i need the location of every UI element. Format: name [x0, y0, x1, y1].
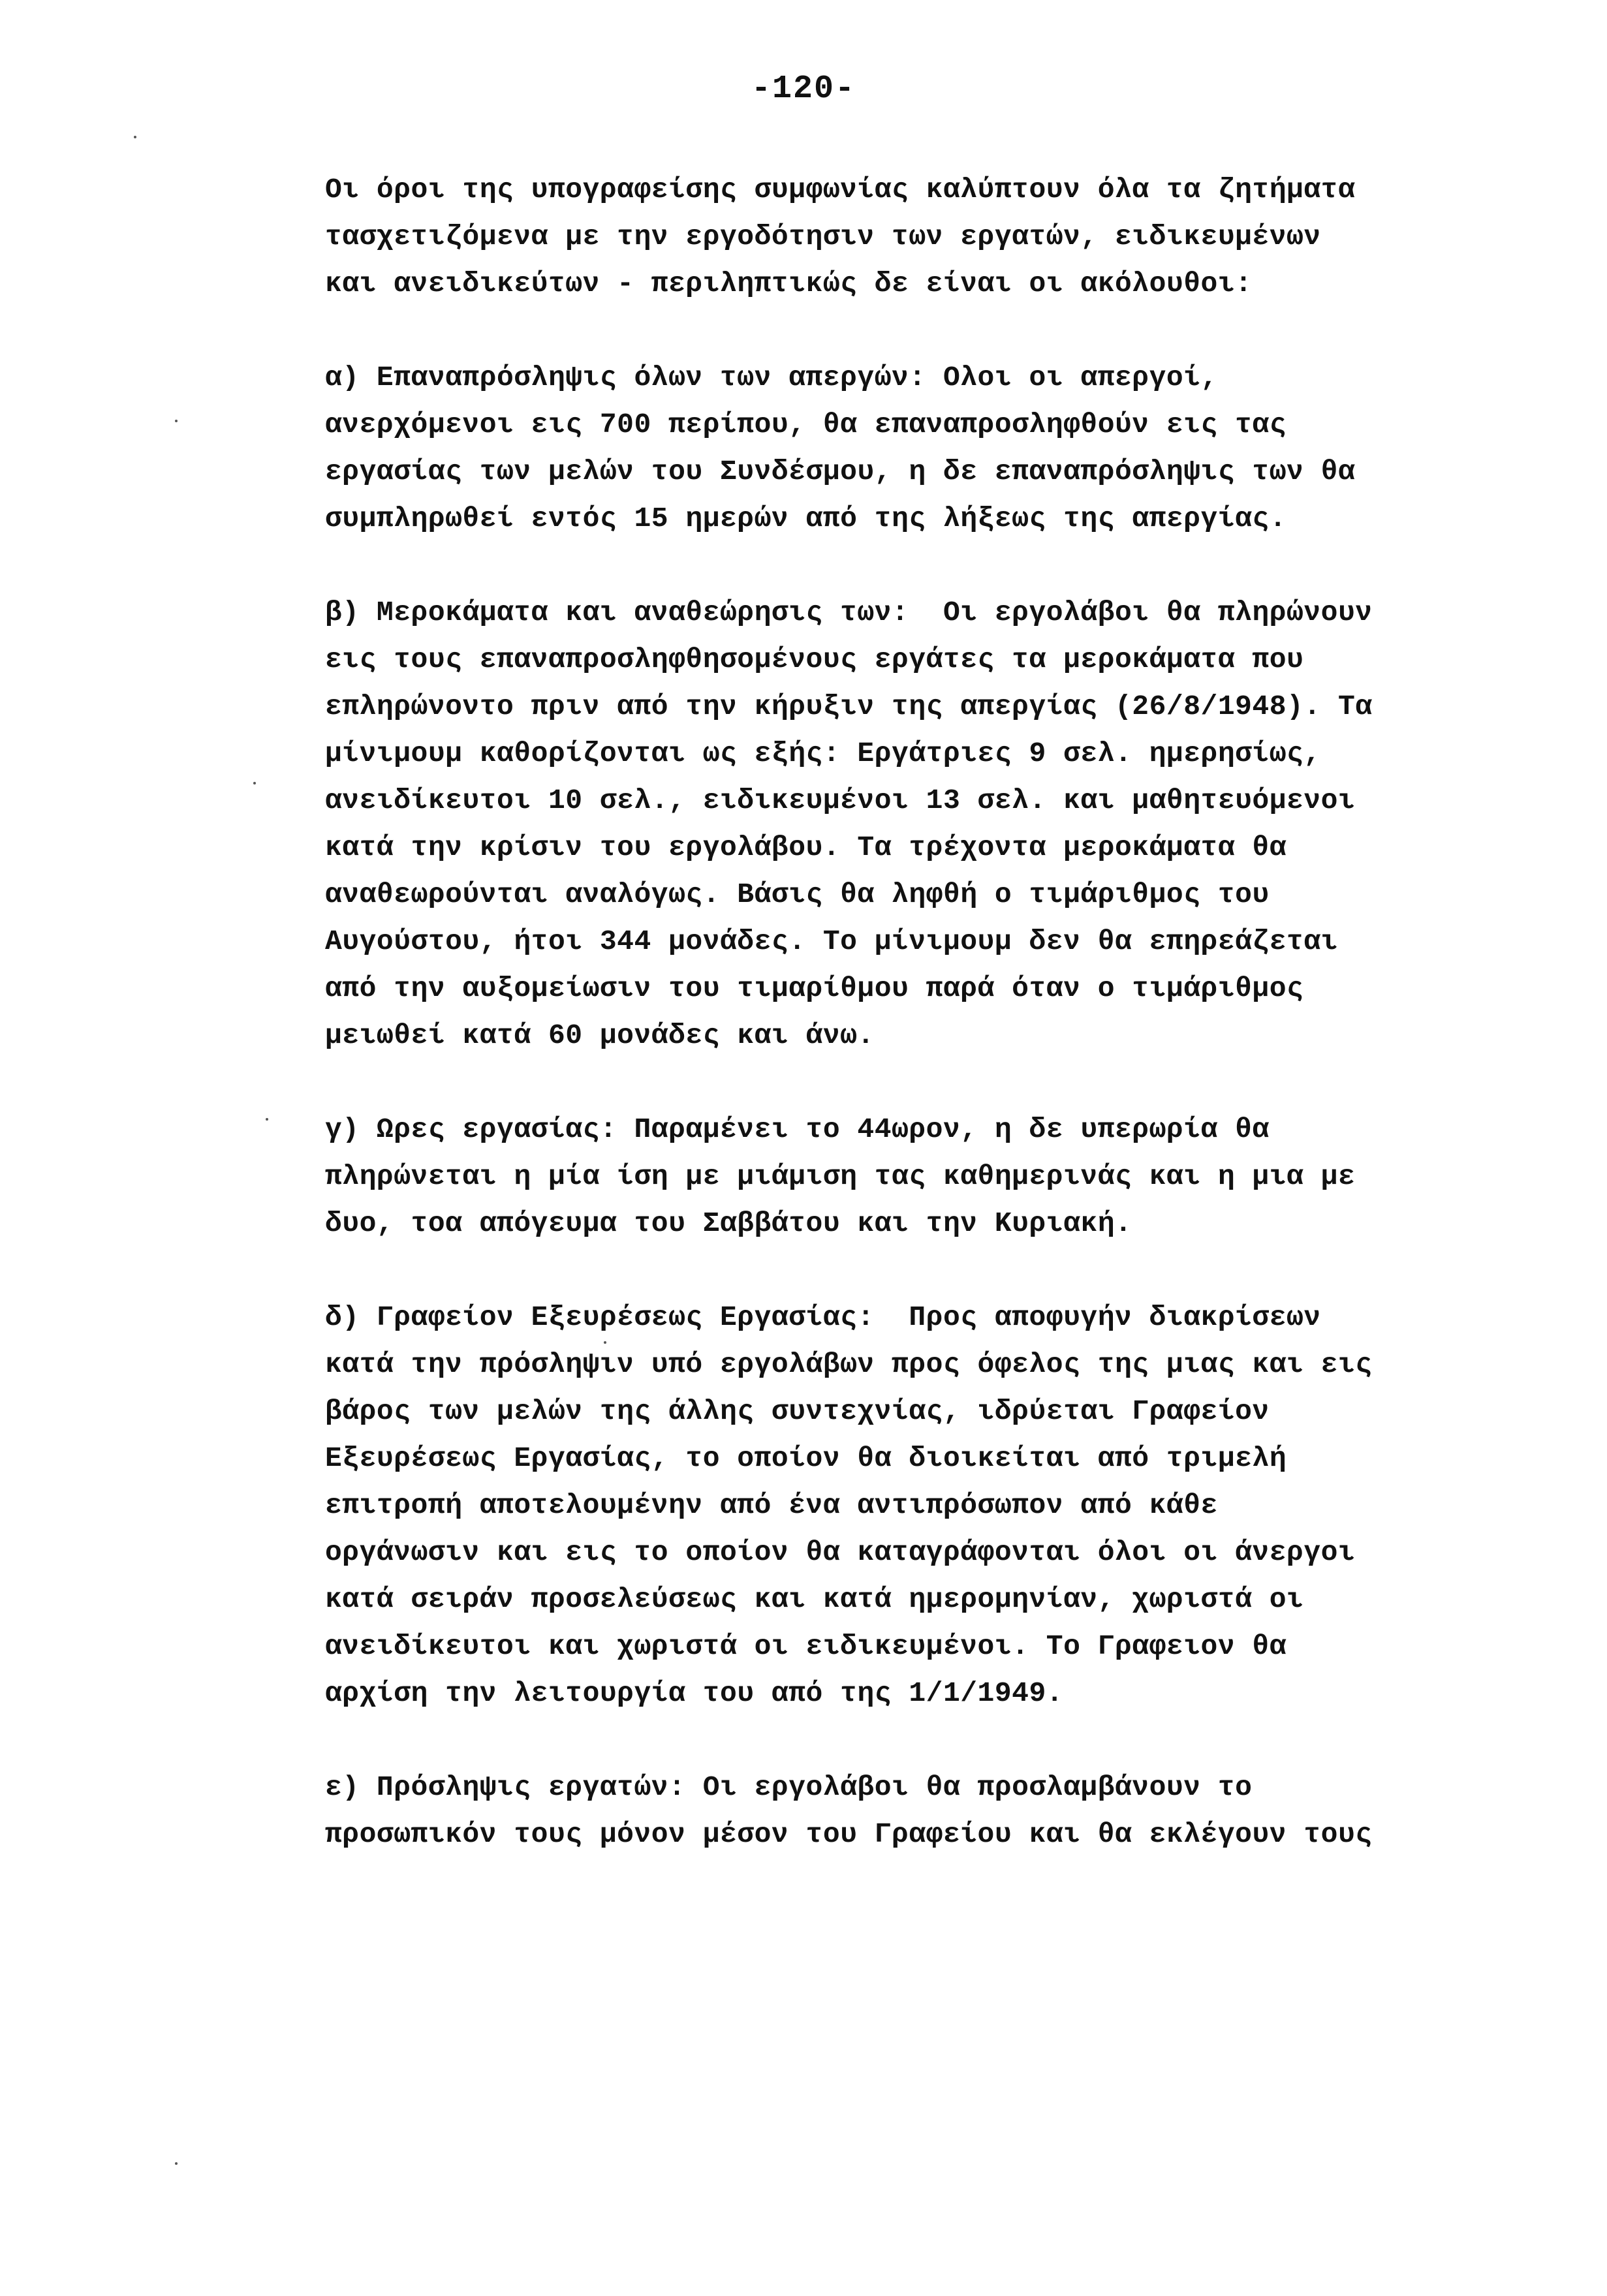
text-line: και ανειδικεύτων - περιληπτικώς δε είναι οι ακόλουθοι: [325, 268, 1253, 300]
text-line: Εξευρέσεως Εργασίας, το οποίον θα διοικείται από τριμελή [325, 1442, 1287, 1474]
text-line: τασχετιζόμενα με την εργοδότησιν των εργατών, ειδικευμένων [325, 221, 1321, 253]
paragraph-intro [325, 166, 1356, 307]
paragraph-e [325, 1764, 1373, 1858]
text-line: β) Μεροκάματα και αναθεώρησις των: Οι εργολάβοι θα πληρώνουν [325, 597, 1373, 628]
text-line: επληρώνοντο πριν από την κήρυξιν της απεργίας (26/8/1948). Τα [325, 690, 1373, 722]
text-line: ε) Πρόσληψις εργατών: Οι εργολάβοι θα προσλαμβάνουν το [325, 1771, 1253, 1803]
text-line: Αυγούστου, ήτοι 344 μονάδες. Το μίνιμουμ δεν θα επηρεάζεται [325, 925, 1338, 957]
text-line: μειωθεί κατά 60 μονάδες και άνω. [325, 1019, 875, 1051]
paragraph-c [325, 1106, 1356, 1247]
text-line: πληρώνεται η μία ίση με μιάμιση τας καθημερινάς και η μια με [325, 1160, 1356, 1192]
scan-speck [175, 2162, 178, 2165]
text-line: προσωπικόν τους μόνον μέσον του Γραφείου και θα εκλέγουν τους [325, 1818, 1373, 1850]
text-line: γ) Ωρες εργασίας: Παραμένει το 44ωρον, η δε υπερωρία θα [325, 1113, 1270, 1145]
scan-speck [253, 782, 256, 784]
text-line: εις τους επαναπροσληφθησομένους εργάτες τα μεροκάματα που [325, 644, 1304, 675]
text-line: εργασίας των μελών του Συνδέσμου, η δε επαναπρόσληψις των θα [325, 456, 1356, 488]
text-line: ανειδίκευτοι και χωριστά οι ειδικευμένοι. Το Γραφειον θα [325, 1630, 1287, 1662]
text-line: α) Επαναπρόσληψις όλων των απεργών: Ολοι οι απεργοί, [325, 362, 1218, 394]
text-line: επιτροπή αποτελουμένην από ένα αντιπρόσωπον από κάθε [325, 1489, 1218, 1521]
paragraph-d [325, 1294, 1373, 1717]
text-line: αναθεωρούνται αναλόγως. Βάσις θα ληφθή ο τιμάριθμος του [325, 878, 1270, 910]
text-line: δ) Γραφείον Εξευρέσεως Εργασίας: Προς αποφυγήν διακρίσεων [325, 1301, 1321, 1333]
text-line: κατά την κρίσιν του εργολάβου. Τα τρέχοντα μεροκάματα θα [325, 831, 1287, 863]
text-line: αρχίση την λειτουργία του από της 1/1/1949. [325, 1677, 1064, 1709]
text-line: βάρος των μελών της άλλης συντεχνίας, ιδρύεται Γραφείον [325, 1395, 1270, 1427]
text-line: οργάνωσιν και εις το οποίον θα καταγράφονται όλοι οι άνεργοι [325, 1536, 1356, 1568]
page-number: -120- [751, 70, 856, 108]
text-line: κατά την πρόσληψιν υπό εργολάβων προς όφελος της μιας και εις [325, 1348, 1373, 1380]
text-line: μίνιμουμ καθορίζονται ως εξής: Εργάτριες 9 σελ. ημερησίως, [325, 737, 1321, 769]
text-line: δυο, τοα απόγευμα του Σαββάτου και την Κυριακή. [325, 1207, 1132, 1239]
text-line: κατά σειράν προσελεύσεως και κατά ημερομηνίαν, χωριστά οι [325, 1583, 1304, 1615]
text-line: ανερχόμενοι εις 700 περίπου, θα επαναπροσληφθούν εις τας [325, 409, 1287, 441]
paragraph-b [325, 589, 1373, 1059]
scan-speck [134, 136, 136, 138]
scan-speck [604, 1341, 606, 1344]
text-line: από την αυξομείωσιν του τιμαρίθμου παρά όταν ο τιμάριθμος [325, 972, 1304, 1004]
paragraph-a [325, 354, 1356, 542]
text-line: συμπληρωθεί εντός 15 ημερών από της λήξεως της απεργίας. [325, 503, 1287, 535]
scan-speck [266, 1118, 268, 1121]
text-line: Οι όροι της υπογραφείσης συμφωνίας καλύπτουν όλα τα ζητήματα [325, 174, 1356, 206]
text-line: ανειδίκευτοι 10 σελ., ειδικευμένοι 13 σελ. και μαθητευόμενοι [325, 784, 1356, 816]
document-body [325, 166, 1373, 1905]
scan-speck [175, 420, 178, 422]
